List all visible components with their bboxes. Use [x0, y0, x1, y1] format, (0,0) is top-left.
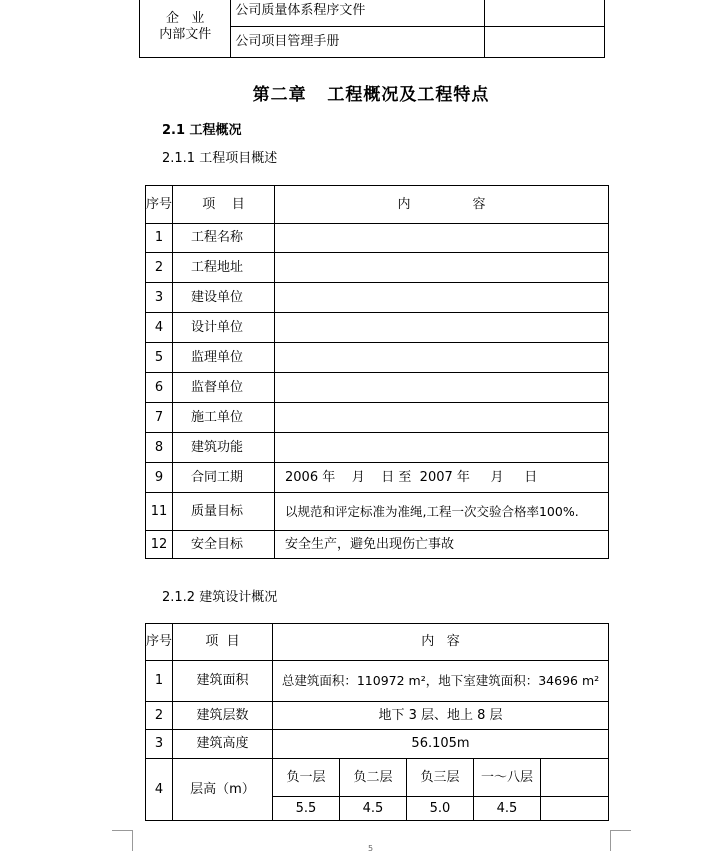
row-no: 2 [146, 253, 173, 283]
quality-system-doc: 公司质量体系程序文件 [231, 0, 485, 27]
row-item: 工程地址 [173, 253, 275, 283]
project-manual-doc: 公司项目管理手册 [231, 27, 485, 58]
empty-cell [541, 759, 609, 797]
floor-height: 4.5 [340, 797, 407, 821]
row-no: 1 [146, 661, 173, 702]
section-heading-2-1: 2.1 工程概况 [162, 123, 242, 138]
row-no: 4 [146, 313, 173, 343]
row-content: 安全生产，避免出现伤亡事故 [275, 531, 609, 559]
row-no: 1 [146, 224, 173, 253]
row-item: 建筑功能 [173, 433, 275, 463]
row-no: 5 [146, 343, 173, 373]
row-item: 合同工期 [173, 463, 275, 493]
header-no: 序号 [146, 624, 173, 661]
table-row [146, 403, 609, 433]
row-no: 12 [146, 531, 173, 559]
header-item: 项 目 [173, 624, 273, 661]
row-content: 56.105m [273, 730, 609, 759]
row-no: 3 [146, 730, 173, 759]
project-overview-table [145, 185, 609, 559]
header-item: 项 目 [173, 186, 275, 224]
row-no: 2 [146, 702, 173, 730]
section-heading-2-1-2: 2.1.2 建筑设计概况 [162, 590, 278, 605]
row-content [275, 343, 609, 373]
row-no: 7 [146, 403, 173, 433]
internal-doc-label-line2: 内部文件 [159, 26, 212, 42]
table-row [146, 373, 609, 403]
row-content: 地下 3 层、地上 8 层 [273, 702, 609, 730]
internal-doc-label [140, 0, 231, 58]
row-content [275, 433, 609, 463]
empty-cell [485, 0, 605, 27]
row-content [275, 224, 609, 253]
row-item: 建设单位 [173, 283, 275, 313]
row-item: 工程名称 [173, 224, 275, 253]
row-content: 2006 年 月 日 至 2007 年 月 日 [275, 463, 609, 493]
table-row [146, 531, 609, 559]
row-item: 建筑层数 [173, 702, 273, 730]
row-item: 监理单位 [173, 343, 275, 373]
table-row [146, 463, 609, 493]
header-content: 内 容 [273, 624, 609, 661]
row-no: 8 [146, 433, 173, 463]
row-item: 施工单位 [173, 403, 275, 433]
table-row [146, 759, 609, 797]
row-no: 9 [146, 463, 173, 493]
row-item: 建筑高度 [173, 730, 273, 759]
row-content [275, 373, 609, 403]
row-content: 总建筑面积：110972 m²，地下室建筑面积：34696 m² [273, 661, 609, 702]
table-row [146, 224, 609, 253]
row-content [275, 253, 609, 283]
table-row [146, 283, 609, 313]
page-number: 5 [368, 844, 374, 853]
row-item: 建筑面积 [173, 661, 273, 702]
chapter-title: 第二章 工程概况及工程特点 [252, 85, 490, 105]
floor-height: 5.5 [273, 797, 340, 821]
table-row [146, 493, 609, 531]
floor-height: 5.0 [407, 797, 474, 821]
row-item: 层高（m） [173, 759, 273, 821]
page-corner-mark [610, 830, 631, 851]
building-design-table [145, 623, 609, 821]
row-no: 6 [146, 373, 173, 403]
internal-doc-label-line1: 企 业 [165, 10, 205, 26]
table-row [146, 730, 609, 759]
empty-cell [541, 797, 609, 821]
row-item: 安全目标 [173, 531, 275, 559]
row-item: 质量目标 [173, 493, 275, 531]
empty-cell [485, 27, 605, 58]
row-no: 11 [146, 493, 173, 531]
top-info-table [139, 0, 605, 58]
table-row [146, 702, 609, 730]
header-content: 内 容 [275, 186, 609, 224]
row-item: 设计单位 [173, 313, 275, 343]
section-heading-2-1-1: 2.1.1 工程项目概述 [162, 151, 278, 166]
table-row [146, 313, 609, 343]
floor-height: 4.5 [474, 797, 541, 821]
table-row [146, 343, 609, 373]
floor-label: 负二层 [340, 759, 407, 797]
row-content [275, 283, 609, 313]
table-row [146, 661, 609, 702]
row-no: 3 [146, 283, 173, 313]
table-row [146, 253, 609, 283]
floor-label: 负三层 [407, 759, 474, 797]
table-row [146, 433, 609, 463]
row-content: 以规范和评定标准为准绳,工程一次交验合格率100%. [275, 493, 609, 531]
row-item: 监督单位 [173, 373, 275, 403]
row-content [275, 313, 609, 343]
page-corner-mark [112, 830, 133, 851]
row-content [275, 403, 609, 433]
header-no: 序号 [146, 186, 173, 224]
floor-label: 一～八层 [474, 759, 541, 797]
row-no: 4 [146, 759, 173, 821]
floor-label: 负一层 [273, 759, 340, 797]
